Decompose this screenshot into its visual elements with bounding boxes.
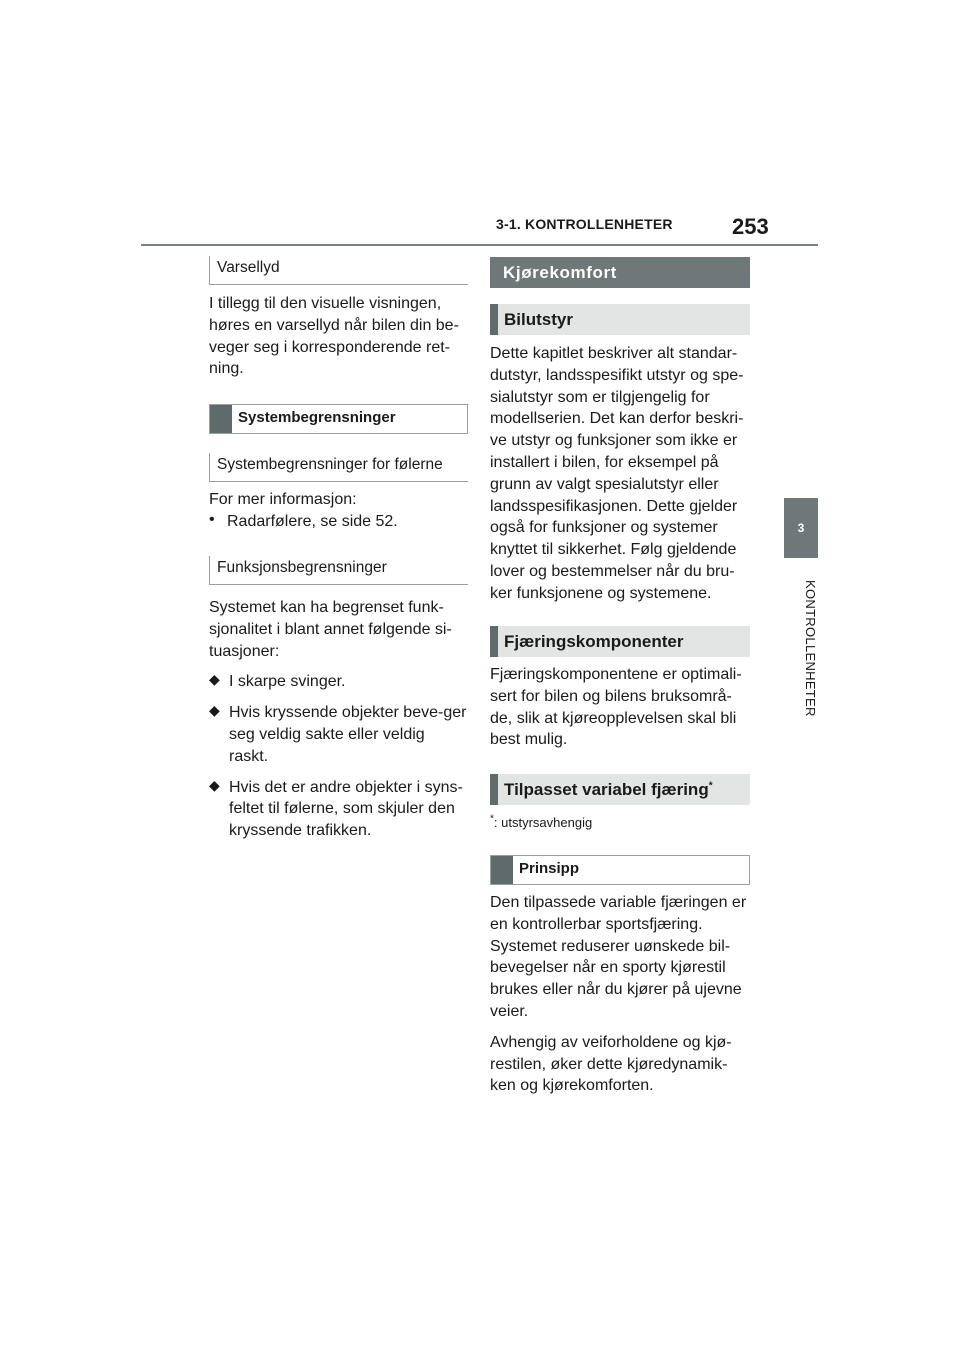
heading-marker: [491, 856, 513, 884]
varsellyd-heading: Varsellyd: [209, 256, 468, 285]
chapter-title: KONTROLLENHETER: [803, 579, 818, 717]
radar-reference: Radarfølere, se side 52.: [227, 512, 398, 530]
list-item: ◆ Hvis kryssende objekter beve-ger seg veldig sakte eller veldig raskt.: [209, 702, 468, 767]
diamond-bullet-icon: ◆: [209, 671, 220, 688]
kjorekomfort-heading: Kjørekomfort: [490, 257, 750, 288]
funksjon-intro: Systemet kan ha begrenset funk-sjonalitet i blant annet følgende si-tuasjoner:: [209, 599, 452, 660]
varsellyd-text: I tillegg til den visuelle visningen, høres en varsellyd når bilen din be-veger seg i korresponderende ret-ning.: [209, 295, 459, 378]
chapter-tab: [784, 498, 818, 558]
radar-bullet: [209, 511, 468, 533]
fjaering-text: Fjæringskomponentene er optimali-sert for bilen og bilens bruksområ-de, slik at kjøreopplevelsen skal bli best mulig.: [490, 666, 742, 749]
funksjon-heading: Funksjonsbegrensninger: [209, 556, 468, 585]
list-item: ◆ I skarpe svinger.: [209, 671, 468, 693]
heading-marker: [210, 405, 232, 433]
header-divider: [141, 244, 818, 246]
heading-marker: [490, 774, 498, 805]
prinsipp-text-1: Den tilpassede variable fjæringen er en kontrollerbar sportsfjæring. Systemet reduserer uønskede bil-bevegelser når en sporty kjørestil brukes eller når du kjører på ujevne veier.: [490, 894, 747, 1020]
footnote: *: utstyrsavhengig: [490, 813, 593, 830]
heading-marker: [490, 626, 498, 657]
chapter-number: 3: [797, 521, 805, 535]
more-info-text: For mer informasjon:: [209, 491, 357, 508]
bilutstyr-heading: Bilutstyr: [490, 304, 750, 335]
bilutstyr-text-block: [490, 343, 750, 605]
prinsipp-text-2: Avhengig av veiforholdene og kjø-restilen, øker dette kjøredynamik-ken og kjørekomforten.: [490, 1033, 732, 1095]
funksjon-block: [209, 597, 468, 851]
systembegrensninger-heading: Systembegrensninger: [209, 404, 468, 434]
page-number: 253: [732, 214, 769, 239]
more-info-block: [209, 489, 468, 533]
section-title: 3-1. KONTROLLENHETER: [496, 216, 673, 232]
asterisk-marker: *: [708, 779, 713, 791]
footnote-text: : utstyrsavhengig: [493, 815, 593, 830]
varsellyd-text-block: [209, 293, 468, 380]
bilutstyr-text: Dette kapitlet beskriver alt standar-dutstyr, landsspesifikt utstyr og spe-sialutstyr som er tilgjengelig for modellserien. Det kan derfor beskri-ve utstyr og funksjoner som ikke er installert i bilen, for eksempel på grunn av valgt spesialutstyr eller landsspesifikasjonen. Dette gjelder også for funksjoner og systemer knyttet til sikkerhet. Følg gjeldende lover og bestemmelser når du bru-ker funksjonene og systemene.: [490, 345, 744, 602]
list-item: ◆ Hvis det er andre objekter i syns-feltet til følerne, som skjuler den kryssende trafikken.: [209, 777, 468, 842]
bullet-marker: •: [209, 510, 215, 528]
prinsipp-text-block: [490, 892, 750, 1097]
diamond-bullet-icon: ◆: [209, 702, 220, 719]
tilpasset-heading: Tilpasset variabel fjæring*: [490, 774, 750, 805]
fjaering-text-block: [490, 664, 750, 751]
heading-marker: [490, 304, 498, 335]
folere-heading: Systembegrensninger for følerne: [209, 453, 468, 482]
prinsipp-heading: Prinsipp: [490, 855, 750, 885]
diamond-bullet-icon: ◆: [209, 776, 220, 793]
fjaering-heading: Fjæringskomponenter: [490, 626, 750, 657]
